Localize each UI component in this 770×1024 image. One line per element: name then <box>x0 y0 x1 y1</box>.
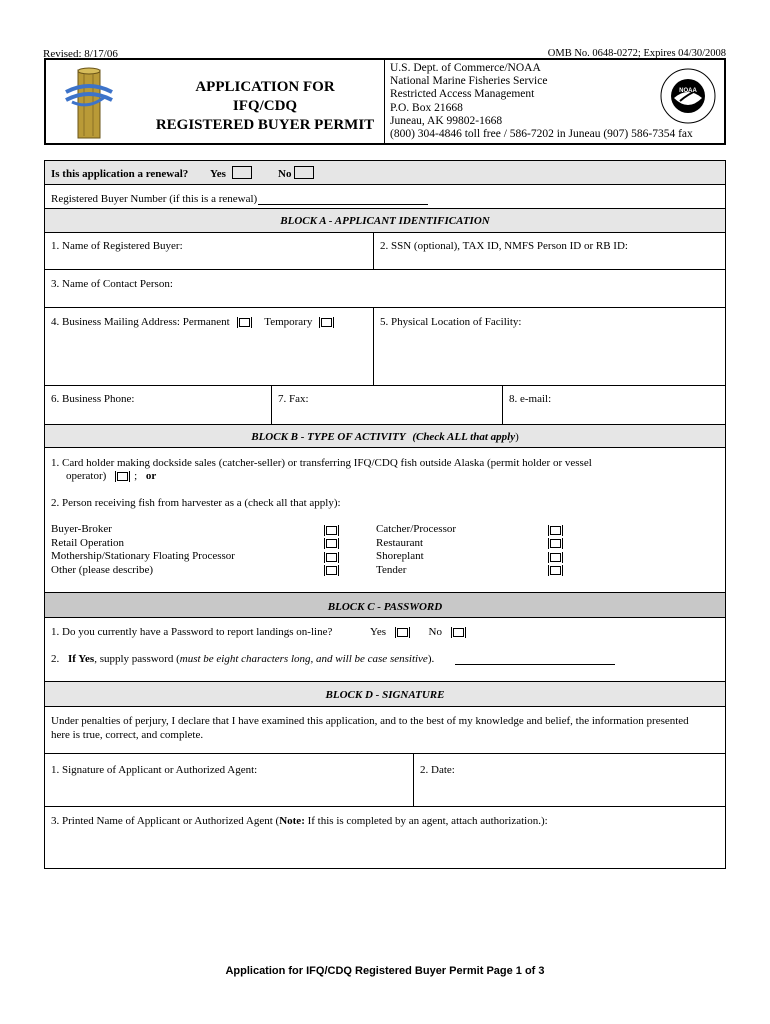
password-question: 1. Do you currently have a Password to report landings on-line? <box>51 626 333 638</box>
tender-checkbox[interactable] <box>550 566 561 575</box>
other-checkbox[interactable] <box>326 566 337 575</box>
svg-text:NOAA: NOAA <box>679 88 697 94</box>
right-option-checkboxes <box>550 524 561 578</box>
signature-label: 1. Signature of Applicant or Authorized Agent: <box>51 764 258 776</box>
renewal-yes-checkbox[interactable] <box>232 166 252 179</box>
temporary-checkbox[interactable] <box>321 318 332 327</box>
renewal-yes-label: Yes <box>210 168 226 180</box>
form-body <box>44 160 726 869</box>
block-b-heading: BLOCK B - TYPE OF ACTIVITY (Check ALL that apply) <box>251 431 519 443</box>
email-label: 8. e-mail: <box>509 393 552 405</box>
block-d-heading: BLOCK D - SIGNATURE <box>325 689 445 701</box>
restaurant-checkbox[interactable] <box>550 539 561 548</box>
activity-item-1-cont: operator) ; or <box>66 470 157 482</box>
date-label: 2. Date: <box>420 764 455 776</box>
card-holder-checkbox[interactable] <box>117 472 128 481</box>
activity-item-2: 2. Person receiving fish from harvester as a (check all that apply): <box>51 497 341 509</box>
buyer-broker-checkbox[interactable] <box>326 526 337 535</box>
permanent-checkbox[interactable] <box>239 318 250 327</box>
business-phone-label: 6. Business Phone: <box>51 393 135 405</box>
perjury-declaration: Under penalties of perjury, I declare that I have examined this application, and to the best of my knowledge and belief, the information presented here is true, correct, and complete. <box>51 715 689 741</box>
mothership-checkbox[interactable] <box>326 553 337 562</box>
noaa-logo <box>660 68 716 124</box>
password-supply: 2. If Yes, supply password (must be eight characters long, and will be case sensitive). <box>51 653 435 665</box>
page-footer: Application for IFQ/CDQ Registered Buyer Permit Page 1 of 3 <box>225 965 545 977</box>
password-yes-checkbox[interactable] <box>397 628 408 637</box>
password-no-checkbox[interactable] <box>453 628 464 637</box>
catcher-processor-checkbox[interactable] <box>550 526 561 535</box>
agency-address: U.S. Dept. of Commerce/NOAA National Marine Fisheries Service Restricted Access Management P.O. Box 21668 Juneau, AK 99802-1668 (800) 304-4846 toll free / 586-7202 in Juneau (907) 586-7354 fax <box>390 62 693 141</box>
physical-location-label: 5. Physical Location of Facility: <box>380 316 522 328</box>
right-options: Catcher/Processor Restaurant Shoreplant Tender <box>376 523 457 576</box>
rb-number-label: Registered Buyer Number (if this is a renewal) <box>51 193 258 205</box>
contact-person-label: 3. Name of Contact Person: <box>51 278 173 290</box>
renewal-no-label: No <box>278 168 292 180</box>
fax-label: 7. Fax: <box>278 393 309 405</box>
omb-number: OMB No. 0648-0272; Expires 04/30/2008 <box>547 48 726 59</box>
block-a-heading: BLOCK A - APPLICANT IDENTIFICATION <box>280 215 490 227</box>
renewal-no-checkbox[interactable] <box>294 166 314 179</box>
password-yes-no: Yes No <box>370 626 464 638</box>
revised-date: Revised: 8/17/06 <box>43 48 118 60</box>
renewal-question: Is this application a renewal? <box>51 168 189 180</box>
form-title: APPLICATION FOR IFQ/CDQ REGISTERED BUYER PERMIT <box>155 79 375 133</box>
activity-item-1: 1. Card holder making dockside sales (catcher-seller) or transferring IFQ/CDQ fish outside Alaska (permit holder or vessel <box>51 457 592 469</box>
mooring-post-logo <box>64 66 114 142</box>
rb-number-field[interactable] <box>258 204 428 205</box>
left-options: Buyer-Broker Retail Operation Mothership/Stationary Floating Processor Other (please describe) <box>51 523 235 576</box>
password-field[interactable] <box>455 664 615 665</box>
shoreplant-checkbox[interactable] <box>550 553 561 562</box>
retail-operation-checkbox[interactable] <box>326 539 337 548</box>
printed-name-label: 3. Printed Name of Applicant or Authorized Agent (Note: If this is completed by an agent, attach authorization.): <box>51 815 548 827</box>
block-c-heading: BLOCK C - PASSWORD <box>327 601 443 613</box>
registered-buyer-name-label: 1. Name of Registered Buyer: <box>51 240 183 252</box>
ssn-taxid-label: 2. SSN (optional), TAX ID, NMFS Person ID or RB ID: <box>380 240 628 252</box>
mailing-address-label: 4. Business Mailing Address: Permanent Temporary <box>51 316 332 328</box>
left-option-checkboxes <box>326 524 337 578</box>
